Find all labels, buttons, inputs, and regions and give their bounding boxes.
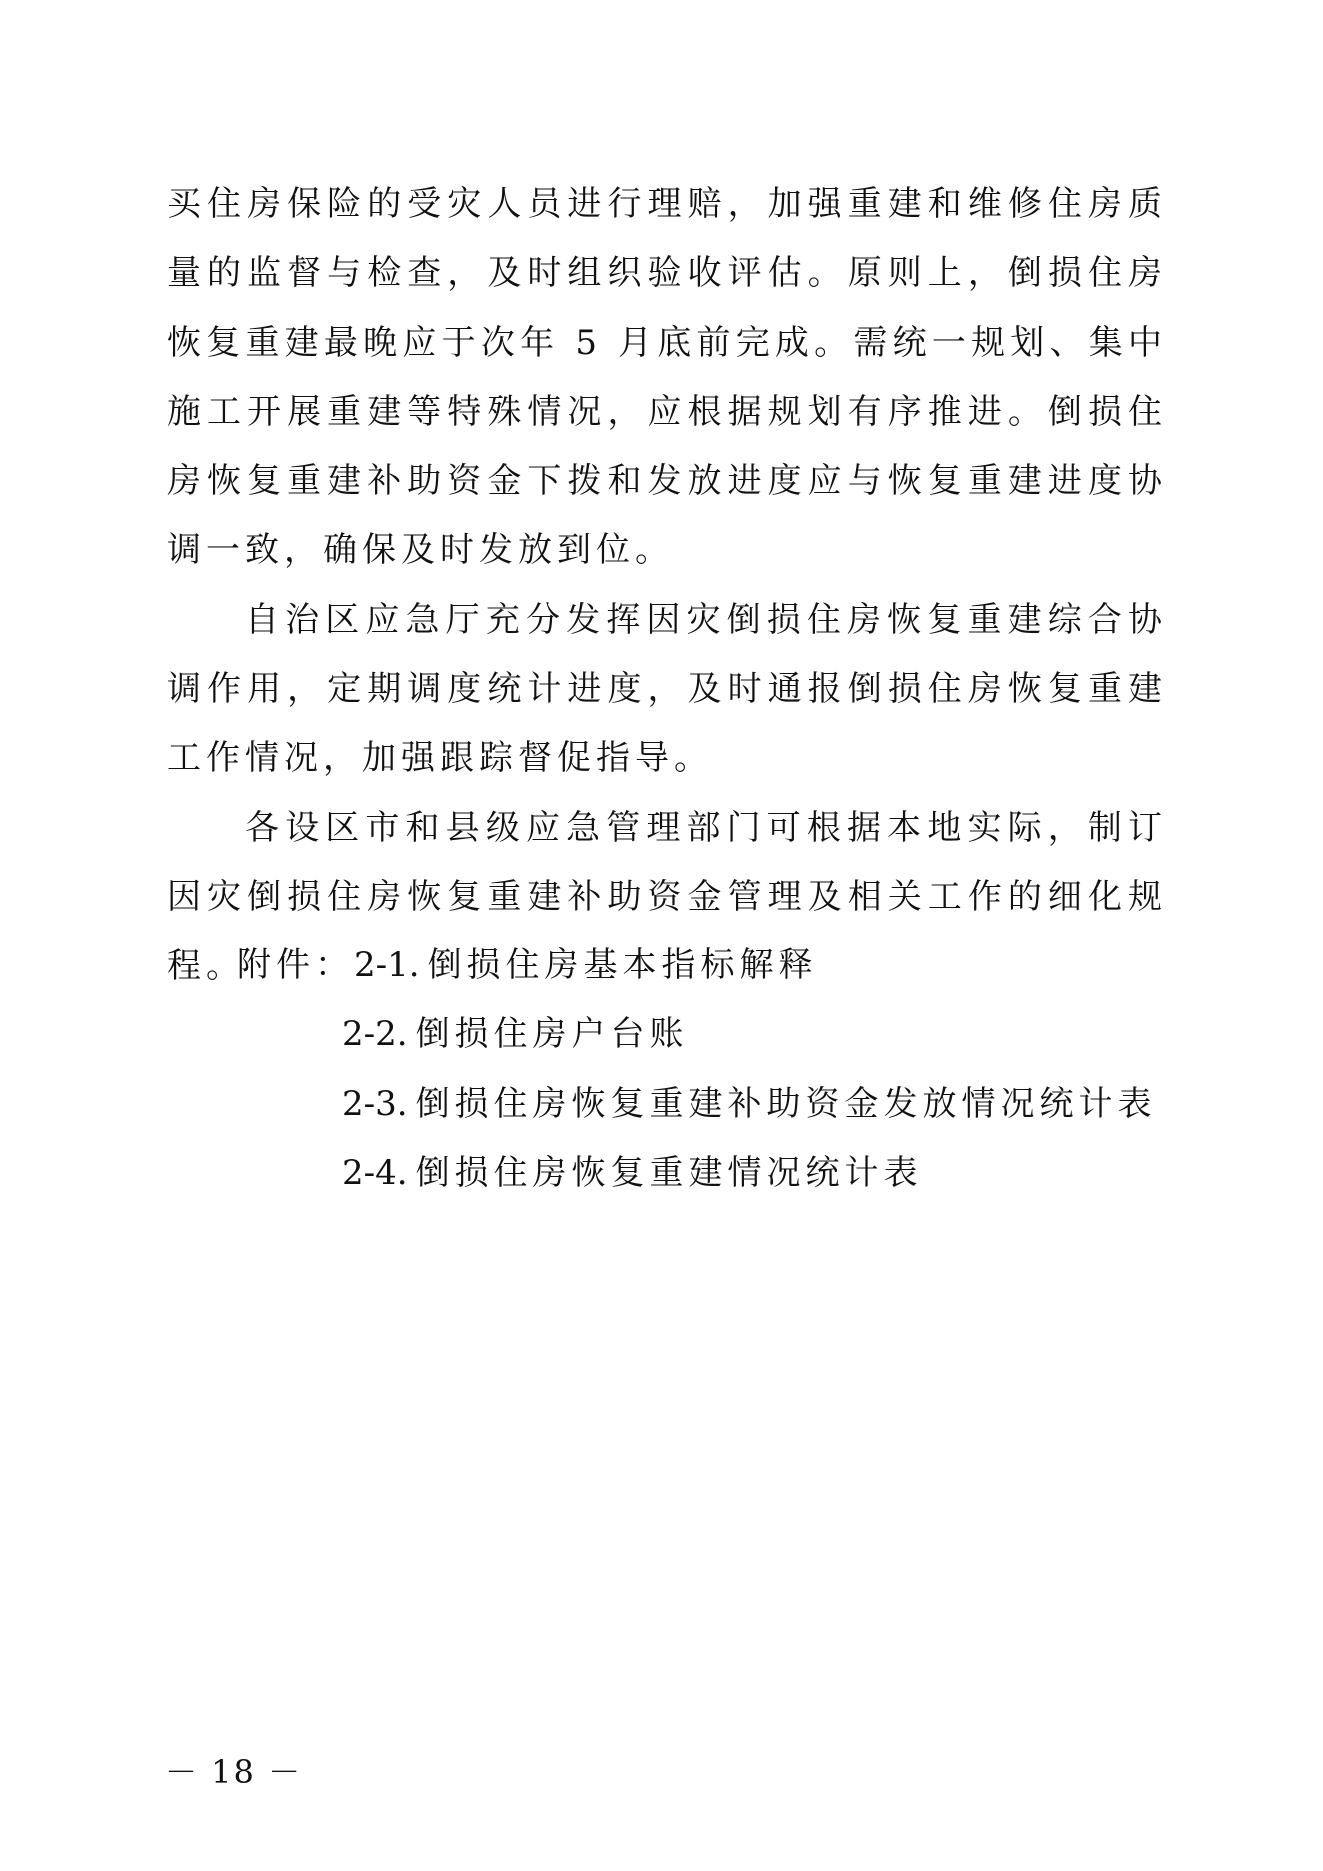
attachment-title: 倒损住房恢复重建情况统计表 xyxy=(415,1152,923,1193)
paragraph-coordination: 自治区应急厅充分发挥因灾倒损住房恢复重建综合协调作用，定期调度统计进度，及时通报倒损住房恢复重建工作情况，加强跟踪督促指导。 xyxy=(167,599,1167,779)
attachment-number: 2-4. xyxy=(342,1152,408,1193)
attachment-number: 2-2. xyxy=(342,1014,408,1055)
attachment-item xyxy=(237,1000,1157,1069)
attachments-list xyxy=(237,931,1157,1208)
attachment-item xyxy=(237,931,1157,1000)
attachment-title: 倒损住房户台账 xyxy=(415,1014,689,1055)
attachment-number: 2-3. xyxy=(342,1083,408,1124)
attachment-item xyxy=(237,1139,1157,1208)
attachments-label: 附件： xyxy=(237,945,354,985)
attachment-number: 2-1. xyxy=(354,945,420,985)
paragraph-continuation: 买住房保险的受灾人员进行理赔，加强重建和维修住房质量的监督与检查，及时组织验收评估。原则上，倒损住房恢复重建最晚应于次年 5 月底前完成。需统一规划、集中施工开展重建等特殊情况，应根据规划有序推进。倒损住房恢复重建补助资金下拨和发放进度应与恢复重建进度协调一致，确保及时发放到位。 xyxy=(167,184,1167,571)
body-text xyxy=(167,170,1167,1002)
page-number: － 18 － xyxy=(165,1753,303,1791)
attachment-title: 倒损住房基本指标解释 xyxy=(427,945,818,985)
attachment-title: 倒损住房恢复重建补助资金发放情况统计表 xyxy=(415,1083,1157,1124)
attachment-item xyxy=(237,1070,1157,1139)
paragraph-local-rules: 各设区市和县级应急管理部门可根据本地实际，制订因灾倒损住房恢复重建补助资金管理及相关工作的细化规程。 xyxy=(167,807,1167,987)
